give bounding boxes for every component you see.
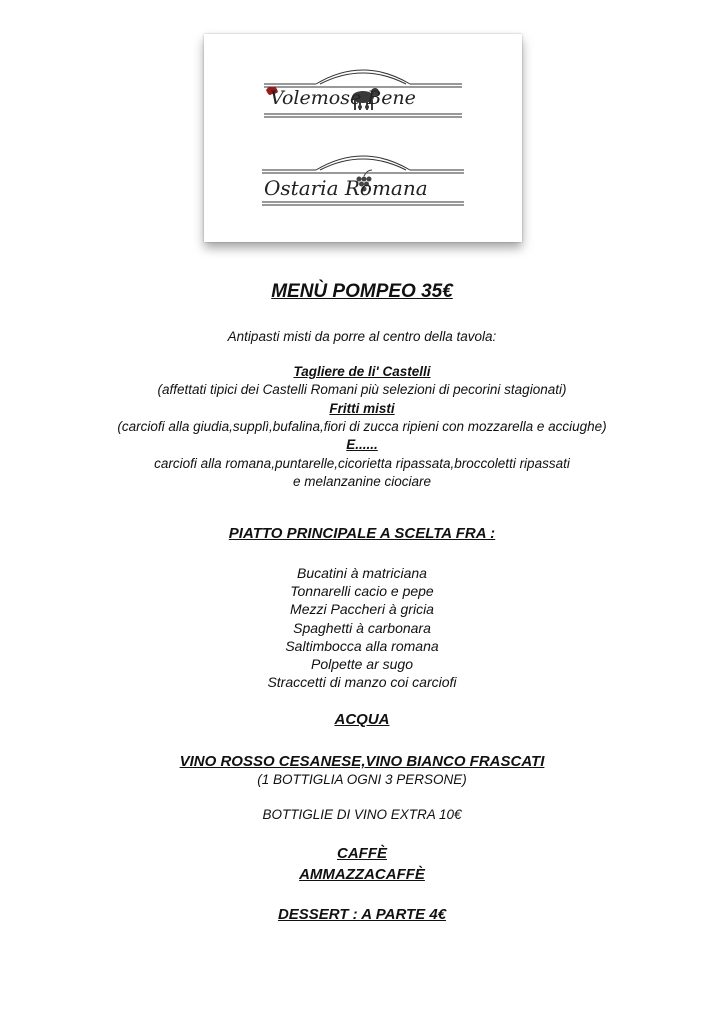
main-course-heading: PIATTO PRINCIPALE A SCELTA FRA : [228, 525, 496, 542]
main-course-item: Straccetti di manzo coi carciofi [267, 674, 457, 690]
main-course-item: Bucatini à matriciana [297, 565, 427, 581]
intro-text: Antipasti misti da porre al centro della tavola: [227, 329, 497, 344]
taglieri-title: Tagliere de li' Castelli [293, 364, 431, 379]
water-heading: ACQUA [334, 711, 390, 728]
fritti-desc: (carciofi alla giudia,supplì,bufalina,fiori di zucca ripieni con mozzarella e acciughe) [117, 419, 607, 434]
logo-bottom-name: Ostaria Romana [264, 176, 428, 200]
extra-antipasti-line1: carciofi alla romana,puntarelle,cicorietta ripassata,broccoletti ripassati [154, 456, 570, 471]
menu-title: MENÙ POMPEO 35€ [271, 281, 453, 302]
main-course-item: Mezzi Paccheri à gricia [290, 601, 434, 617]
restaurant-logo [204, 34, 522, 242]
logo-top-name: Volemose Bene [270, 87, 416, 109]
extra-antipasti-title: E...... [346, 437, 378, 452]
extra-wine-price: BOTTIGLIE DI VINO EXTRA 10€ [262, 807, 462, 822]
wine-note: (1 BOTTIGLIA OGNI 3 PERSONE) [257, 772, 467, 787]
extra-antipasti-line2: e melanzanine ciociare [292, 474, 432, 489]
main-course-item: Tonnarelli cacio e pepe [290, 583, 434, 599]
main-course-item: Polpette ar sugo [311, 656, 413, 672]
fritti-title: Fritti misti [329, 401, 395, 416]
coffee-heading: CAFFÈ [337, 845, 387, 862]
dessert-heading: DESSERT : A PARTE 4€ [277, 906, 447, 923]
main-course-item: Spaghetti à carbonara [293, 620, 431, 636]
main-course-item: Saltimbocca alla romana [285, 638, 439, 654]
wine-heading: VINO ROSSO CESANESE,VINO BIANCO FRASCATI [179, 753, 545, 770]
logo-ornaments [204, 34, 522, 242]
taglieri-desc: (affettati tipici dei Castelli Romani più selezioni di pecorini stagionati) [157, 382, 567, 397]
liqueur-heading: AMMAZZACAFFÈ [299, 866, 425, 883]
